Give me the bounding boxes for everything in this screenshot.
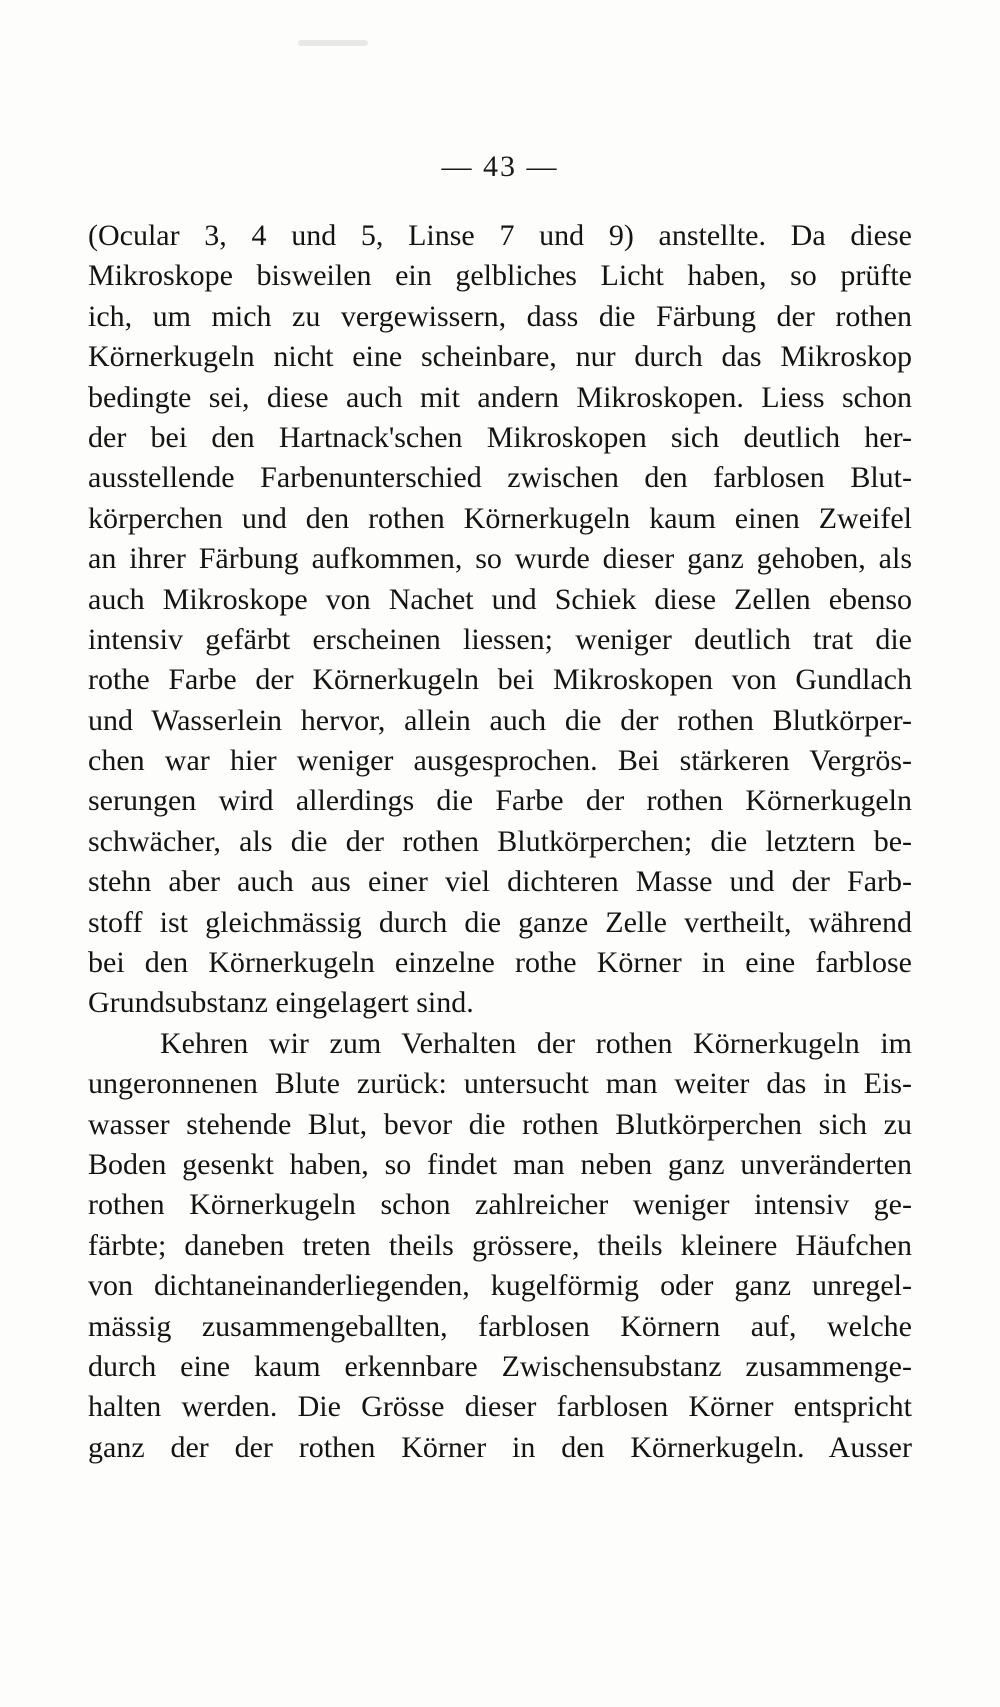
text-line: wasser stehende Blut, bevor die rothen Blutkörperchen sich zu: [88, 1107, 912, 1141]
text-line: ungeronnenen Blute zurück: untersucht man weiter das in Eis-: [88, 1067, 912, 1101]
text-line: auch Mikroskope von Nachet und Schiek diese Zellen ebenso: [88, 582, 912, 616]
text-line: der bei den Hartnack'schen Mikroskopen sich deutlich her-: [88, 420, 912, 454]
text-line: ganz der der rothen Körner in den Körnerkugeln. Ausser: [88, 1430, 912, 1464]
body-text: [88, 216, 912, 1468]
text-line: Boden gesenkt haben, so findet man neben ganz unveränderten: [88, 1147, 912, 1181]
text-line: stehn aber auch aus einer viel dichteren Masse und der Farb-: [88, 865, 912, 899]
text-line: bei den Körnerkugeln einzelne rothe Körner in eine farblose: [88, 946, 912, 980]
text-line: rothe Farbe der Körnerkugeln bei Mikroskopen von Gundlach: [88, 663, 912, 697]
text-line: (Ocular 3, 4 und 5, Linse 7 und 9) anstellte. Da diese: [88, 219, 912, 252]
text-line: intensiv gefärbt erscheinen liessen; weniger deutlich trat die: [88, 622, 912, 656]
text-line: stoff ist gleichmässig durch die ganze Zelle vertheilt, während: [88, 905, 912, 939]
text-line: chen war hier weniger ausgesprochen. Bei stärkeren Vergrös-: [88, 744, 912, 778]
text-line: serungen wird allerdings die Farbe der rothen Körnerkugeln: [88, 784, 912, 818]
text-line: körperchen und den rothen Körnerkugeln kaum einen Zweifel: [88, 501, 912, 535]
text-line: bedingte sei, diese auch mit andern Mikroskopen. Liess schon: [88, 380, 912, 414]
text-line: halten werden. Die Grösse dieser farblosen Körner entspricht: [88, 1390, 912, 1424]
text-line-paragraph-end: Grundsubstanz eingelagert sind.: [88, 986, 474, 1020]
text-line: von dichtaneinanderliegenden, kugelförmig oder ganz unregel-: [88, 1269, 912, 1303]
text-line: Körnerkugeln nicht eine scheinbare, nur durch das Mikroskop: [88, 340, 912, 374]
text-line: schwächer, als die der rothen Blutkörperchen; die letztern be-: [88, 824, 912, 858]
text-line: durch eine kaum erkennbare Zwischensubstanz zusammenge-: [88, 1349, 912, 1383]
text-line: und Wasserlein hervor, allein auch die der rothen Blutkörper-: [88, 703, 912, 737]
page-number: — 43 —: [441, 150, 559, 183]
text-line: ich, um mich zu vergewissern, dass die Färbung der rothen: [88, 299, 912, 333]
text-line: Mikroskope bisweilen ein gelbliches Licht haben, so prüfte: [88, 259, 912, 293]
text-line: an ihrer Färbung aufkommen, so wurde dieser ganz gehoben, als: [88, 542, 912, 576]
text-line: ausstellende Farbenunterschied zwischen den farblosen Blut-: [88, 461, 912, 495]
text-line-paragraph-start: Kehren wir zum Verhalten der rothen Körnerkugeln im: [160, 1026, 912, 1060]
text-line: färbte; daneben treten theils grössere, theils kleinere Häufchen: [88, 1228, 912, 1262]
text-line: mässig zusammengeballten, farblosen Körnern auf, welche: [88, 1309, 912, 1343]
text-line: rothen Körnerkugeln schon zahlreicher weniger intensiv ge-: [88, 1188, 912, 1222]
page-smudge: [298, 40, 368, 46]
